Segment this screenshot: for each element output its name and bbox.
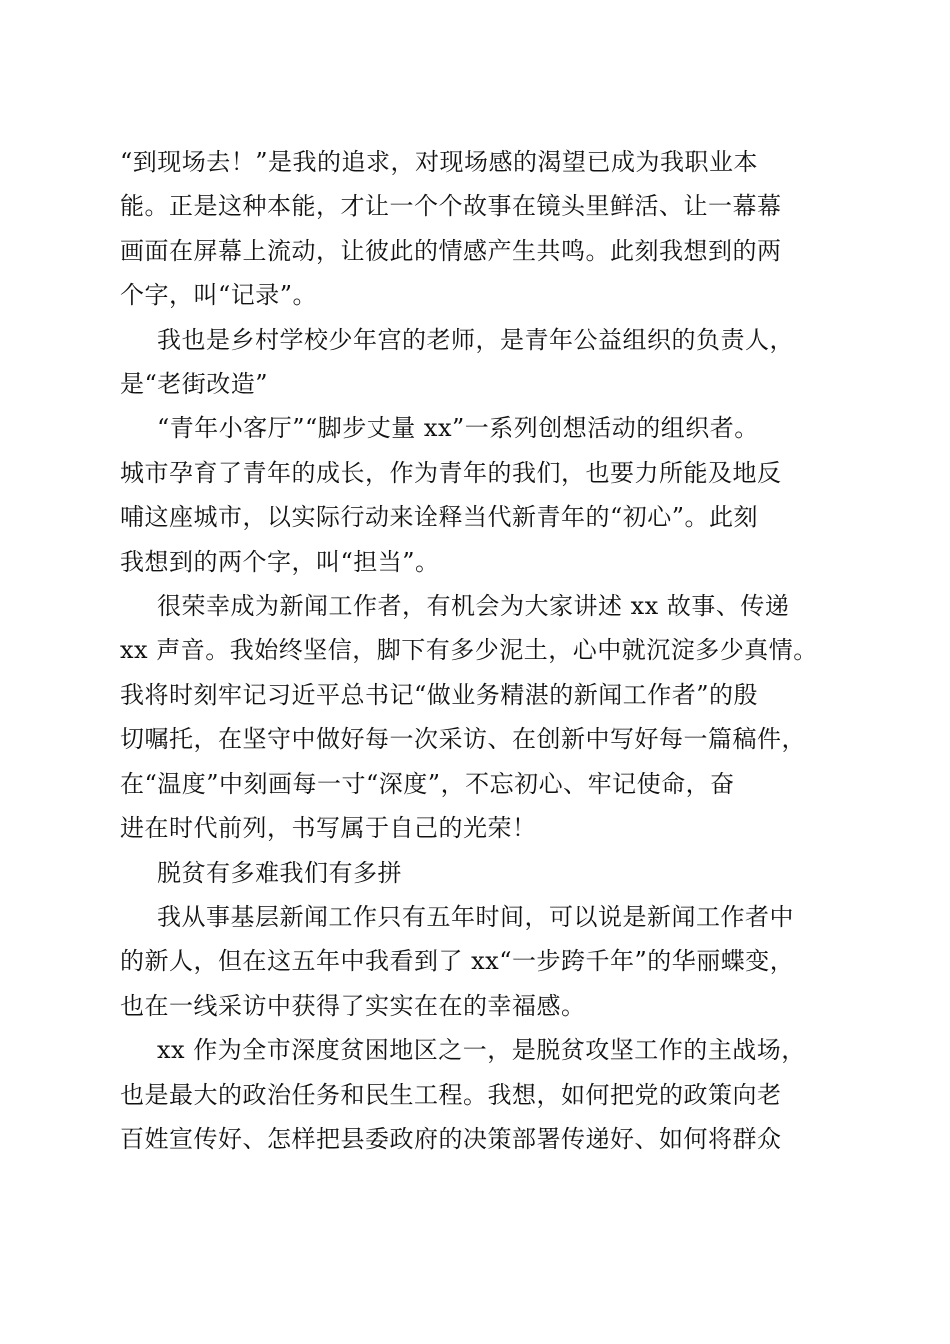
text-line: 也是最大的政治任务和民生工程。我想，如何把党的政策向老 [120, 1080, 782, 1109]
text-line: 脱贫有多难我们有多拼 [157, 858, 402, 887]
text-line: 城市孕育了青年的成长，作为青年的我们，也要力所能及地反 [120, 458, 782, 487]
text-line: xx 声音。我始终坚信，脚下有多少泥土，心中就沉淀多少真情。 [120, 636, 818, 665]
text-line: “青年小客厅”“脚步丈量 xx”一系列创想活动的组织者。 [157, 414, 759, 443]
text-line: 画面在屏幕上流动，让彼此的情感产生共鸣。此刻我想到的两 [120, 236, 782, 265]
paragraph-2 [120, 318, 832, 407]
text-line: 我从事基层新闻工作只有五年时间，可以说是新闻工作者中 [157, 902, 794, 931]
text-line: 很荣幸成为新闻工作者，有机会为大家讲述 xx 故事、传递 [157, 592, 790, 621]
text-line: 的新人，但在这五年中我看到了 xx“一步跨千年”的华丽蝶变， [120, 947, 795, 976]
text-line: 在“温度”中刻画每一寸“深度”，不忘初心、牢记使命，奋 [120, 769, 735, 798]
text-line: 切嘱托，在坚守中做好每一次采访、在创新中写好每一篇稿件， [120, 725, 806, 754]
section-heading [120, 851, 832, 895]
text-line: 哺这座城市，以实际行动来诠释当代新青年的“初心”。此刻 [120, 503, 759, 532]
text-line: 我想到的两个字，叫“担当”。 [120, 547, 440, 576]
paragraph-4 [120, 584, 832, 850]
text-line: 是“老街改造” [120, 370, 269, 399]
text-line: 也在一线采访中获得了实实在在的幸福感。 [120, 991, 586, 1020]
paragraph-6 [120, 895, 832, 1028]
text-line: 能。正是这种本能，才让一个个故事在镜头里鲜活、让一幕幕 [120, 192, 782, 221]
text-line: 进在时代前列，书写属于自己的光荣！ [120, 814, 537, 843]
text-line: 我将时刻牢记习近平总书记“做业务精湛的新闻工作者”的殷 [120, 680, 759, 709]
text-line: 我也是乡村学校少年宫的老师，是青年公益组织的负责人， [157, 325, 794, 354]
text-line: “到现场去！”是我的追求，对现场感的渴望已成为我职业本 [120, 148, 759, 176]
paragraph-7 [120, 1028, 832, 1161]
document-body [120, 140, 832, 1161]
text-line: 百姓宣传好、怎样把县委政府的决策部署传递好、如何将群众 [120, 1124, 782, 1153]
paragraph-1 [120, 140, 832, 318]
text-line: 个字，叫“记录”。 [120, 281, 318, 310]
paragraph-3 [120, 406, 832, 584]
text-line: xx 作为全市深度贫困地区之一，是脱贫攻坚工作的主战场， [157, 1036, 806, 1065]
